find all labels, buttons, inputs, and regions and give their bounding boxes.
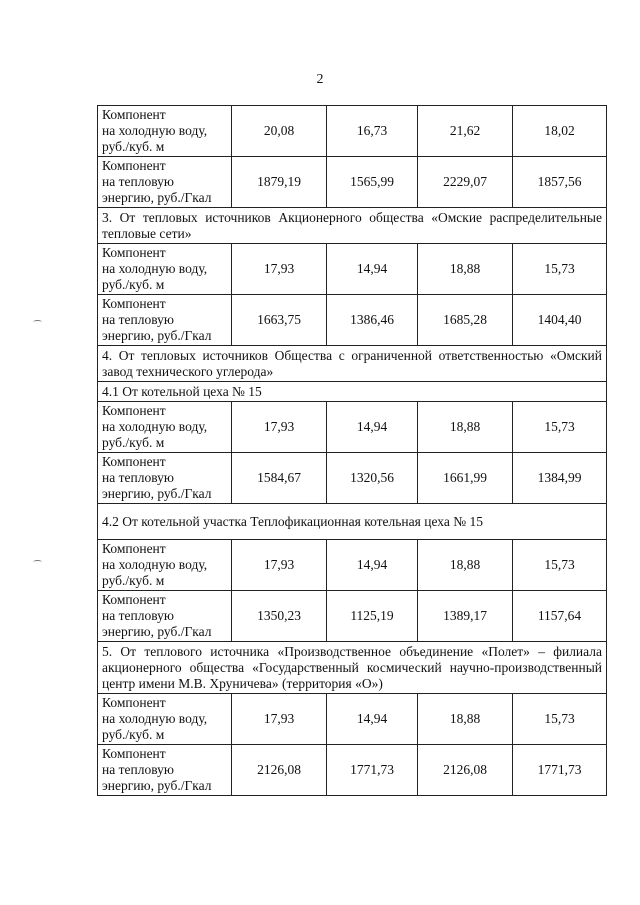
value-cell: 18,88	[418, 244, 513, 295]
row-label	[98, 694, 232, 745]
value-cell: 1565,99	[327, 157, 418, 208]
row-label-line: энергию, руб./Гкал	[102, 624, 212, 639]
row-label-line: на холодную воду,	[102, 419, 208, 434]
tariff-table-body	[98, 106, 607, 796]
value-cell: 17,93	[232, 694, 327, 745]
value-cell: 1320,56	[327, 453, 418, 504]
row-label-line: руб./куб. м	[102, 277, 165, 292]
value-cell: 15,73	[513, 244, 607, 295]
value-cell: 20,08	[232, 106, 327, 157]
value-cell: 1350,23	[232, 591, 327, 642]
row-label	[98, 402, 232, 453]
value-cell: 1404,40	[513, 295, 607, 346]
row-label-line: Компонент	[102, 403, 166, 418]
row-label-line: энергию, руб./Гкал	[102, 328, 212, 343]
value-cell: 1857,56	[513, 157, 607, 208]
row-label	[98, 157, 232, 208]
value-cell: 1663,75	[232, 295, 327, 346]
row-label-line: на тепловую	[102, 312, 174, 327]
value-cell: 16,73	[327, 106, 418, 157]
row-label	[98, 106, 232, 157]
table-row	[98, 694, 607, 745]
section-row	[98, 504, 607, 540]
section-heading: 4.2 От котельной участка Теплофикационная котельная цеха № 15	[98, 504, 607, 540]
table-row	[98, 244, 607, 295]
value-cell: 1584,67	[232, 453, 327, 504]
value-cell: 1661,99	[418, 453, 513, 504]
value-cell: 14,94	[327, 402, 418, 453]
row-label-line: руб./куб. м	[102, 435, 165, 450]
margin-mark	[33, 320, 42, 324]
row-label-line: энергию, руб./Гкал	[102, 190, 212, 205]
value-cell: 2126,08	[418, 745, 513, 796]
row-label-line: на тепловую	[102, 762, 174, 777]
value-cell: 21,62	[418, 106, 513, 157]
value-cell: 2229,07	[418, 157, 513, 208]
value-cell: 1771,73	[327, 745, 418, 796]
row-label-line: Компонент	[102, 454, 166, 469]
value-cell: 1771,73	[513, 745, 607, 796]
row-label-line: на тепловую	[102, 608, 174, 623]
row-label-line: на холодную воду,	[102, 261, 208, 276]
table-row	[98, 591, 607, 642]
value-cell: 1685,28	[418, 295, 513, 346]
row-label-line: на холодную воду,	[102, 711, 208, 726]
value-cell: 17,93	[232, 540, 327, 591]
value-cell: 15,73	[513, 694, 607, 745]
value-cell: 1125,19	[327, 591, 418, 642]
value-cell: 15,73	[513, 540, 607, 591]
row-label-line: руб./куб. м	[102, 727, 165, 742]
section-row	[98, 346, 607, 382]
row-label-line: энергию, руб./Гкал	[102, 778, 212, 793]
section-heading: 4. От тепловых источников Общества с ограниченной ответственностью «Омский завод технического углерода»	[98, 346, 607, 382]
row-label-line: Компонент	[102, 695, 166, 710]
table-row	[98, 295, 607, 346]
row-label-line: руб./куб. м	[102, 573, 165, 588]
value-cell: 1157,64	[513, 591, 607, 642]
row-label	[98, 453, 232, 504]
row-label	[98, 295, 232, 346]
row-label-line: Компонент	[102, 592, 166, 607]
row-label-line: на холодную воду,	[102, 123, 208, 138]
value-cell: 2126,08	[232, 745, 327, 796]
value-cell: 15,73	[513, 402, 607, 453]
row-label	[98, 591, 232, 642]
row-label-line: Компонент	[102, 158, 166, 173]
value-cell: 18,02	[513, 106, 607, 157]
row-label-line: на тепловую	[102, 174, 174, 189]
value-cell: 1384,99	[513, 453, 607, 504]
row-label-line: Компонент	[102, 746, 166, 761]
value-cell: 18,88	[418, 694, 513, 745]
row-label	[98, 244, 232, 295]
tariff-table	[97, 105, 607, 796]
value-cell: 1386,46	[327, 295, 418, 346]
row-label-line: Компонент	[102, 107, 166, 122]
row-label-line: Компонент	[102, 245, 166, 260]
value-cell: 18,88	[418, 402, 513, 453]
row-label-line: на тепловую	[102, 470, 174, 485]
section-row	[98, 642, 607, 694]
table-row	[98, 453, 607, 504]
row-label	[98, 540, 232, 591]
value-cell: 17,93	[232, 244, 327, 295]
row-label-line: Компонент	[102, 296, 166, 311]
table-row	[98, 540, 607, 591]
row-label-line: на холодную воду,	[102, 557, 208, 572]
value-cell: 14,94	[327, 540, 418, 591]
section-row	[98, 208, 607, 244]
row-label-line: руб./куб. м	[102, 139, 165, 154]
row-label-line: Компонент	[102, 541, 166, 556]
table-row	[98, 402, 607, 453]
page-number: 2	[316, 72, 324, 87]
value-cell: 1879,19	[232, 157, 327, 208]
value-cell: 14,94	[327, 694, 418, 745]
table-row	[98, 106, 607, 157]
table-row	[98, 745, 607, 796]
row-label-line: энергию, руб./Гкал	[102, 486, 212, 501]
margin-mark	[33, 560, 42, 564]
value-cell: 18,88	[418, 540, 513, 591]
row-label	[98, 745, 232, 796]
section-heading: 4.1 От котельной цеха № 15	[98, 382, 607, 402]
value-cell: 1389,17	[418, 591, 513, 642]
section-row	[98, 382, 607, 402]
table-row	[98, 157, 607, 208]
section-heading: 3. От тепловых источников Акционерного общества «Омские распределительные тепловые сети»	[98, 208, 607, 244]
section-heading: 5. От теплового источника «Производственное объединение «Полет» – филиала акционерного общества «Государственный космический научно-производственный центр имени М.В. Хруничева» (территория «О»)	[98, 642, 607, 694]
value-cell: 14,94	[327, 244, 418, 295]
value-cell: 17,93	[232, 402, 327, 453]
